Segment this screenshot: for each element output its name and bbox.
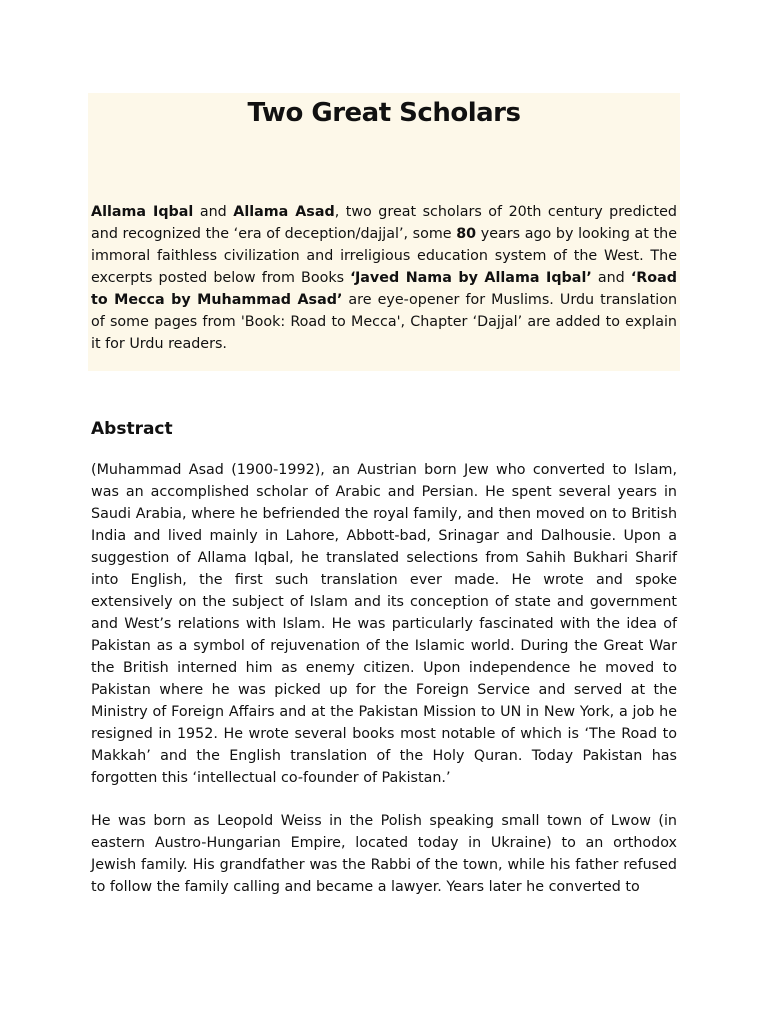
intro-text-4: and: [591, 270, 631, 286]
intro-name-iqbal: Allama Iqbal: [91, 204, 194, 220]
page-title: Two Great Scholars: [247, 98, 521, 128]
abstract-paragraph-2: He was born as Leopold Weiss in the Polish speaking small town of Lwow (in eastern Austro-Hungarian Empire, located today in Ukraine) to an orthodox Jewish family. His grandfather was the Rabbi of the town, while his father refused to follow the family calling and became a lawyer. Years later he converted to: [91, 813, 677, 895]
intro-text-3: years ago by looking at the immoral faithless civilization and irreligious education system of the West. The excerpts posted below from Books: [91, 226, 677, 286]
intro-years: 80: [456, 226, 477, 242]
intro-text-1: and: [193, 204, 234, 220]
intro-name-asad: Allama Asad: [233, 204, 335, 220]
abstract-paragraph-1: (Muhammad Asad (1900-1992), an Austrian born Jew who converted to Islam, was an accomplished scholar of Arabic and Persian. He spent several years in Saudi Arabia, where he befriended the royal family, and then moved on to British India and lived mainly in Lahore, Abbott-bad, Srinagar and Dalhousie. Upon a suggestion of Allama Iqbal, he translated selections from Sahih Bukhari Sharif into English, the first such translation ever made. He wrote and spoke extensively on the subject of Islam and its conception of state and government and West’s relations with Islam. He was particularly fascinated with the idea of Pakistan as a symbol of rejuvenation of the Islamic world. During the Great War the British interned him as enemy citizen. Upon independence he moved to Pakistan where he was picked up for the Foreign Service and served at the Ministry of Foreign Affairs and at the Pakistan Mission to UN in New York, a job he resigned in 1952. He wrote several books most notable of which is ‘The Road to Makkah’ and the English translation of the Holy Quran. Today Pakistan has forgotten this ‘intellectual co-founder of Pakistan.’: [91, 462, 677, 786]
intro-paragraph: [91, 201, 677, 355]
abstract-heading: Abstract: [91, 419, 173, 439]
intro-book-javed-nama: ‘Javed Nama by Allama Iqbal’: [350, 270, 592, 286]
intro-book-road-to-mecca: ‘Road to Mecca by Muhammad Asad’: [91, 270, 677, 308]
intro-text-5: are eye-opener for Muslims. Urdu translation of some pages from 'Book: Road to Mecca', Chapter ‘Dajjal’ are added to explain it for Urdu readers.: [91, 292, 678, 352]
intro-text-2: , two great scholars of 20th century predicted and recognized the ‘era of deception/dajjal’, some: [91, 204, 677, 242]
